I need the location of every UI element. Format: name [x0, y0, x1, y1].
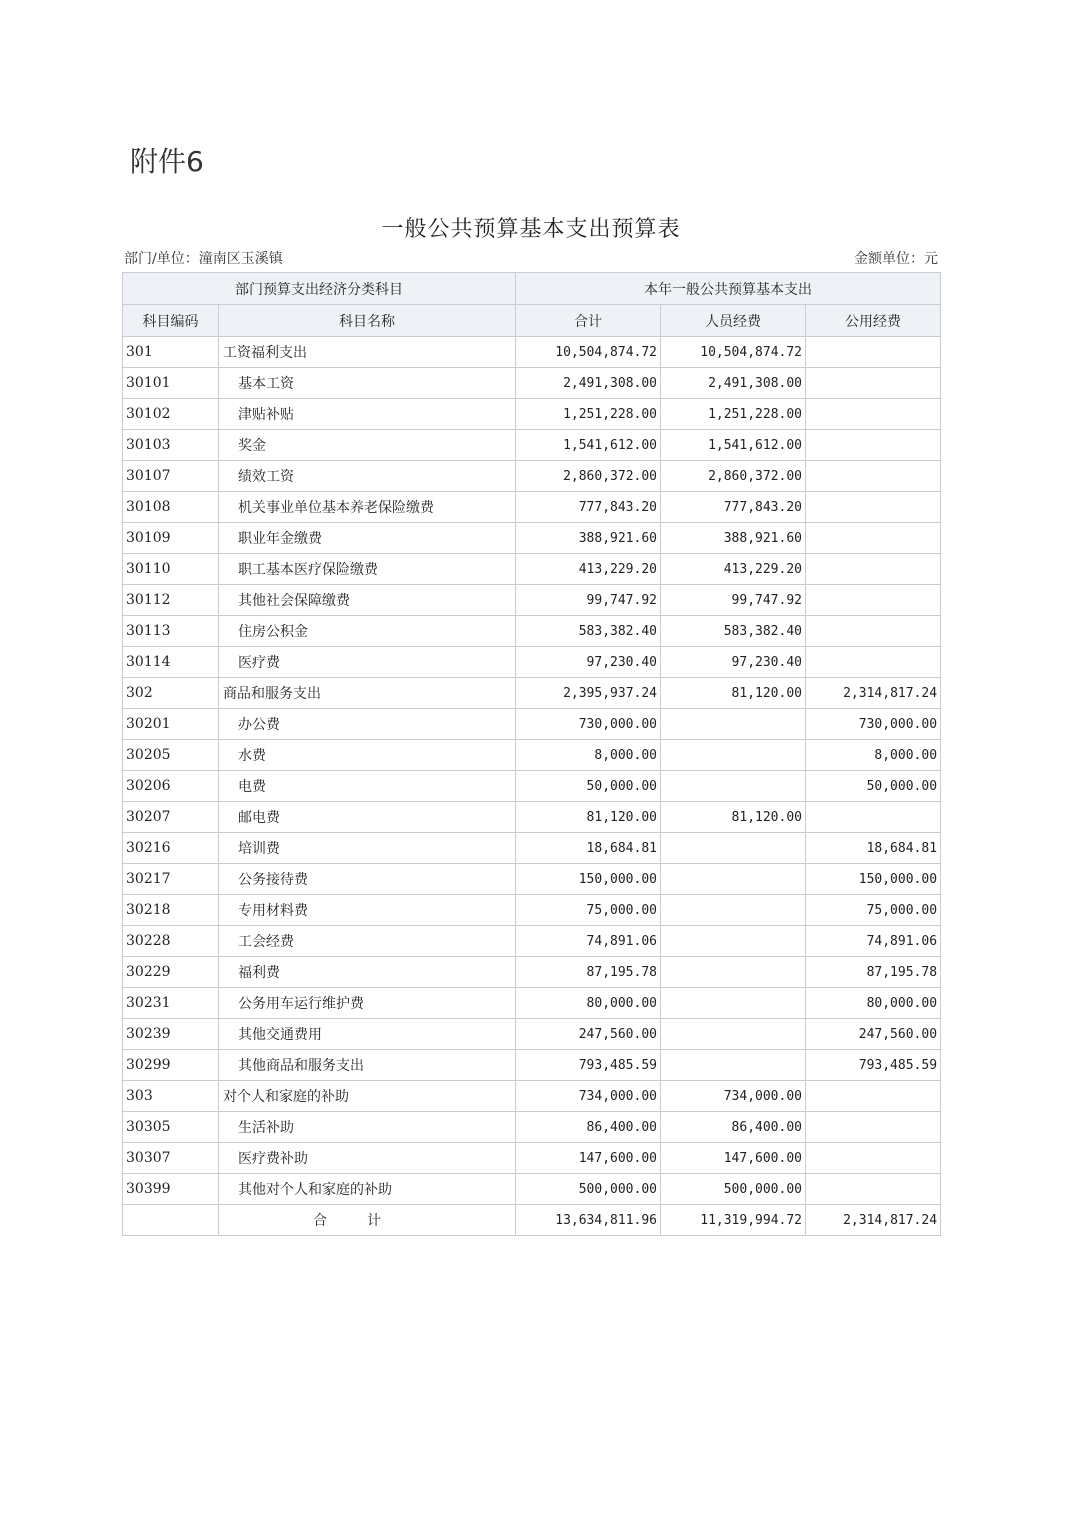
row-name: 津贴补贴 [219, 399, 516, 430]
row-personnel: 388,921.60 [661, 523, 806, 554]
row-total: 734,000.00 [516, 1081, 661, 1112]
row-code: 30218 [123, 895, 219, 926]
row-public: 75,000.00 [806, 895, 941, 926]
row-personnel: 99,747.92 [661, 585, 806, 616]
total-personnel: 11,319,994.72 [661, 1205, 806, 1236]
row-personnel [661, 1050, 806, 1081]
row-total: 2,491,308.00 [516, 368, 661, 399]
row-total: 87,195.78 [516, 957, 661, 988]
table-row [123, 461, 941, 492]
row-code: 30109 [123, 523, 219, 554]
row-total: 10,504,874.72 [516, 337, 661, 368]
row-total: 18,684.81 [516, 833, 661, 864]
row-public: 87,195.78 [806, 957, 941, 988]
row-public [806, 616, 941, 647]
row-total: 81,120.00 [516, 802, 661, 833]
row-personnel: 413,229.20 [661, 554, 806, 585]
row-name: 住房公积金 [219, 616, 516, 647]
row-code: 30107 [123, 461, 219, 492]
row-public: 793,485.59 [806, 1050, 941, 1081]
row-name: 对个人和家庭的补助 [219, 1081, 516, 1112]
row-code: 30228 [123, 926, 219, 957]
table-row [123, 585, 941, 616]
table-row [123, 616, 941, 647]
header-total: 合计 [516, 305, 661, 337]
row-name: 其他交通费用 [219, 1019, 516, 1050]
header-column-row [123, 305, 941, 337]
row-public: 2,314,817.24 [806, 678, 941, 709]
row-personnel: 1,251,228.00 [661, 399, 806, 430]
row-personnel: 500,000.00 [661, 1174, 806, 1205]
row-total: 2,860,372.00 [516, 461, 661, 492]
row-code: 30217 [123, 864, 219, 895]
row-name: 水费 [219, 740, 516, 771]
row-total: 80,000.00 [516, 988, 661, 1019]
table-row [123, 554, 941, 585]
row-code: 30206 [123, 771, 219, 802]
table-row [123, 1174, 941, 1205]
row-public [806, 802, 941, 833]
total-code-cell [123, 1205, 219, 1236]
row-total: 99,747.92 [516, 585, 661, 616]
row-total: 247,560.00 [516, 1019, 661, 1050]
table-row [123, 523, 941, 554]
row-name: 培训费 [219, 833, 516, 864]
row-name: 其他对个人和家庭的补助 [219, 1174, 516, 1205]
table-row [123, 492, 941, 523]
table-row [123, 678, 941, 709]
row-public: 74,891.06 [806, 926, 941, 957]
row-public: 247,560.00 [806, 1019, 941, 1050]
row-total: 75,000.00 [516, 895, 661, 926]
amount-unit: 金额单位：元 [854, 251, 938, 267]
row-name: 其他商品和服务支出 [219, 1050, 516, 1081]
row-name: 机关事业单位基本养老保险缴费 [219, 492, 516, 523]
row-name: 专用材料费 [219, 895, 516, 926]
table-row [123, 1112, 941, 1143]
row-public [806, 492, 941, 523]
row-code: 301 [123, 337, 219, 368]
row-public [806, 399, 941, 430]
row-code: 30299 [123, 1050, 219, 1081]
total-label: 合计 [219, 1205, 516, 1236]
row-total: 74,891.06 [516, 926, 661, 957]
row-personnel: 81,120.00 [661, 802, 806, 833]
row-code: 30205 [123, 740, 219, 771]
row-total: 793,485.59 [516, 1050, 661, 1081]
row-total: 150,000.00 [516, 864, 661, 895]
table-row [123, 1143, 941, 1174]
row-name: 商品和服务支出 [219, 678, 516, 709]
table-row [123, 895, 941, 926]
row-public [806, 647, 941, 678]
row-name: 职业年金缴费 [219, 523, 516, 554]
row-name: 其他社会保障缴费 [219, 585, 516, 616]
row-personnel: 777,843.20 [661, 492, 806, 523]
header-code: 科目编码 [123, 305, 219, 337]
header-name: 科目名称 [219, 305, 516, 337]
row-code: 302 [123, 678, 219, 709]
row-code: 30112 [123, 585, 219, 616]
row-name: 公务接待费 [219, 864, 516, 895]
row-public [806, 1174, 941, 1205]
header-group-classification: 部门预算支出经济分类科目 [123, 273, 516, 305]
table-row [123, 1081, 941, 1112]
row-code: 30114 [123, 647, 219, 678]
row-total: 730,000.00 [516, 709, 661, 740]
table-row [123, 926, 941, 957]
row-code: 30110 [123, 554, 219, 585]
row-total: 147,600.00 [516, 1143, 661, 1174]
table-row [123, 1019, 941, 1050]
table-row [123, 988, 941, 1019]
department-unit: 部门/单位：潼南区玉溪镇 [124, 251, 283, 267]
row-personnel [661, 740, 806, 771]
row-name: 医疗费补助 [219, 1143, 516, 1174]
row-name: 办公费 [219, 709, 516, 740]
row-code: 30201 [123, 709, 219, 740]
header-group-row [123, 273, 941, 305]
header-group-expenditure: 本年一般公共预算基本支出 [516, 273, 941, 305]
table-row [123, 1050, 941, 1081]
row-code: 30307 [123, 1143, 219, 1174]
row-total: 500,000.00 [516, 1174, 661, 1205]
row-public [806, 461, 941, 492]
row-code: 30113 [123, 616, 219, 647]
table-row [123, 957, 941, 988]
row-personnel: 10,504,874.72 [661, 337, 806, 368]
table-row [123, 771, 941, 802]
row-code: 30231 [123, 988, 219, 1019]
table-row [123, 709, 941, 740]
row-personnel [661, 1019, 806, 1050]
row-personnel: 2,860,372.00 [661, 461, 806, 492]
row-total: 583,382.40 [516, 616, 661, 647]
row-name: 基本工资 [219, 368, 516, 399]
row-name: 公务用车运行维护费 [219, 988, 516, 1019]
row-code: 303 [123, 1081, 219, 1112]
table-row [123, 647, 941, 678]
row-total: 8,000.00 [516, 740, 661, 771]
row-name: 工资福利支出 [219, 337, 516, 368]
row-personnel [661, 926, 806, 957]
row-personnel [661, 771, 806, 802]
table-row [123, 430, 941, 461]
row-personnel [661, 895, 806, 926]
row-public [806, 430, 941, 461]
row-personnel: 97,230.40 [661, 647, 806, 678]
row-total: 97,230.40 [516, 647, 661, 678]
header-personnel: 人员经费 [661, 305, 806, 337]
row-code: 30103 [123, 430, 219, 461]
table-row [123, 802, 941, 833]
table-row [123, 864, 941, 895]
row-name: 邮电费 [219, 802, 516, 833]
table-row [123, 740, 941, 771]
attachment-label: 附件6 [130, 145, 204, 178]
row-personnel: 2,491,308.00 [661, 368, 806, 399]
row-code: 30239 [123, 1019, 219, 1050]
table-row [123, 368, 941, 399]
row-public: 50,000.00 [806, 771, 941, 802]
table-body [123, 337, 941, 1205]
row-public [806, 368, 941, 399]
table-row [123, 337, 941, 368]
row-public [806, 1143, 941, 1174]
row-code: 30305 [123, 1112, 219, 1143]
row-personnel: 583,382.40 [661, 616, 806, 647]
row-name: 电费 [219, 771, 516, 802]
row-code: 30101 [123, 368, 219, 399]
row-public: 18,684.81 [806, 833, 941, 864]
total-row [123, 1205, 941, 1236]
budget-table [122, 272, 941, 1236]
row-total: 86,400.00 [516, 1112, 661, 1143]
row-name: 工会经费 [219, 926, 516, 957]
total-public: 2,314,817.24 [806, 1205, 941, 1236]
row-code: 30399 [123, 1174, 219, 1205]
row-public: 150,000.00 [806, 864, 941, 895]
row-code: 30229 [123, 957, 219, 988]
row-public [806, 585, 941, 616]
row-name: 医疗费 [219, 647, 516, 678]
row-name: 职工基本医疗保险缴费 [219, 554, 516, 585]
row-total: 1,541,612.00 [516, 430, 661, 461]
row-total: 2,395,937.24 [516, 678, 661, 709]
row-name: 绩效工资 [219, 461, 516, 492]
row-name: 生活补助 [219, 1112, 516, 1143]
row-personnel [661, 957, 806, 988]
row-total: 388,921.60 [516, 523, 661, 554]
row-personnel: 147,600.00 [661, 1143, 806, 1174]
row-code: 30216 [123, 833, 219, 864]
row-total: 777,843.20 [516, 492, 661, 523]
header-public: 公用经费 [806, 305, 941, 337]
row-total: 50,000.00 [516, 771, 661, 802]
row-public [806, 1081, 941, 1112]
row-public: 80,000.00 [806, 988, 941, 1019]
row-public [806, 1112, 941, 1143]
table-row [123, 833, 941, 864]
table-row [123, 399, 941, 430]
row-code: 30108 [123, 492, 219, 523]
total-amount: 13,634,811.96 [516, 1205, 661, 1236]
row-personnel [661, 988, 806, 1019]
row-name: 奖金 [219, 430, 516, 461]
row-personnel [661, 833, 806, 864]
row-name: 福利费 [219, 957, 516, 988]
row-code: 30207 [123, 802, 219, 833]
row-personnel: 734,000.00 [661, 1081, 806, 1112]
row-public [806, 523, 941, 554]
row-total: 1,251,228.00 [516, 399, 661, 430]
row-personnel: 81,120.00 [661, 678, 806, 709]
row-personnel: 86,400.00 [661, 1112, 806, 1143]
row-personnel [661, 709, 806, 740]
row-personnel: 1,541,612.00 [661, 430, 806, 461]
row-personnel [661, 864, 806, 895]
row-public: 8,000.00 [806, 740, 941, 771]
row-public: 730,000.00 [806, 709, 941, 740]
table-title: 一般公共预算基本支出预算表 [381, 217, 681, 242]
row-total: 413,229.20 [516, 554, 661, 585]
row-code: 30102 [123, 399, 219, 430]
row-public [806, 554, 941, 585]
row-public [806, 337, 941, 368]
